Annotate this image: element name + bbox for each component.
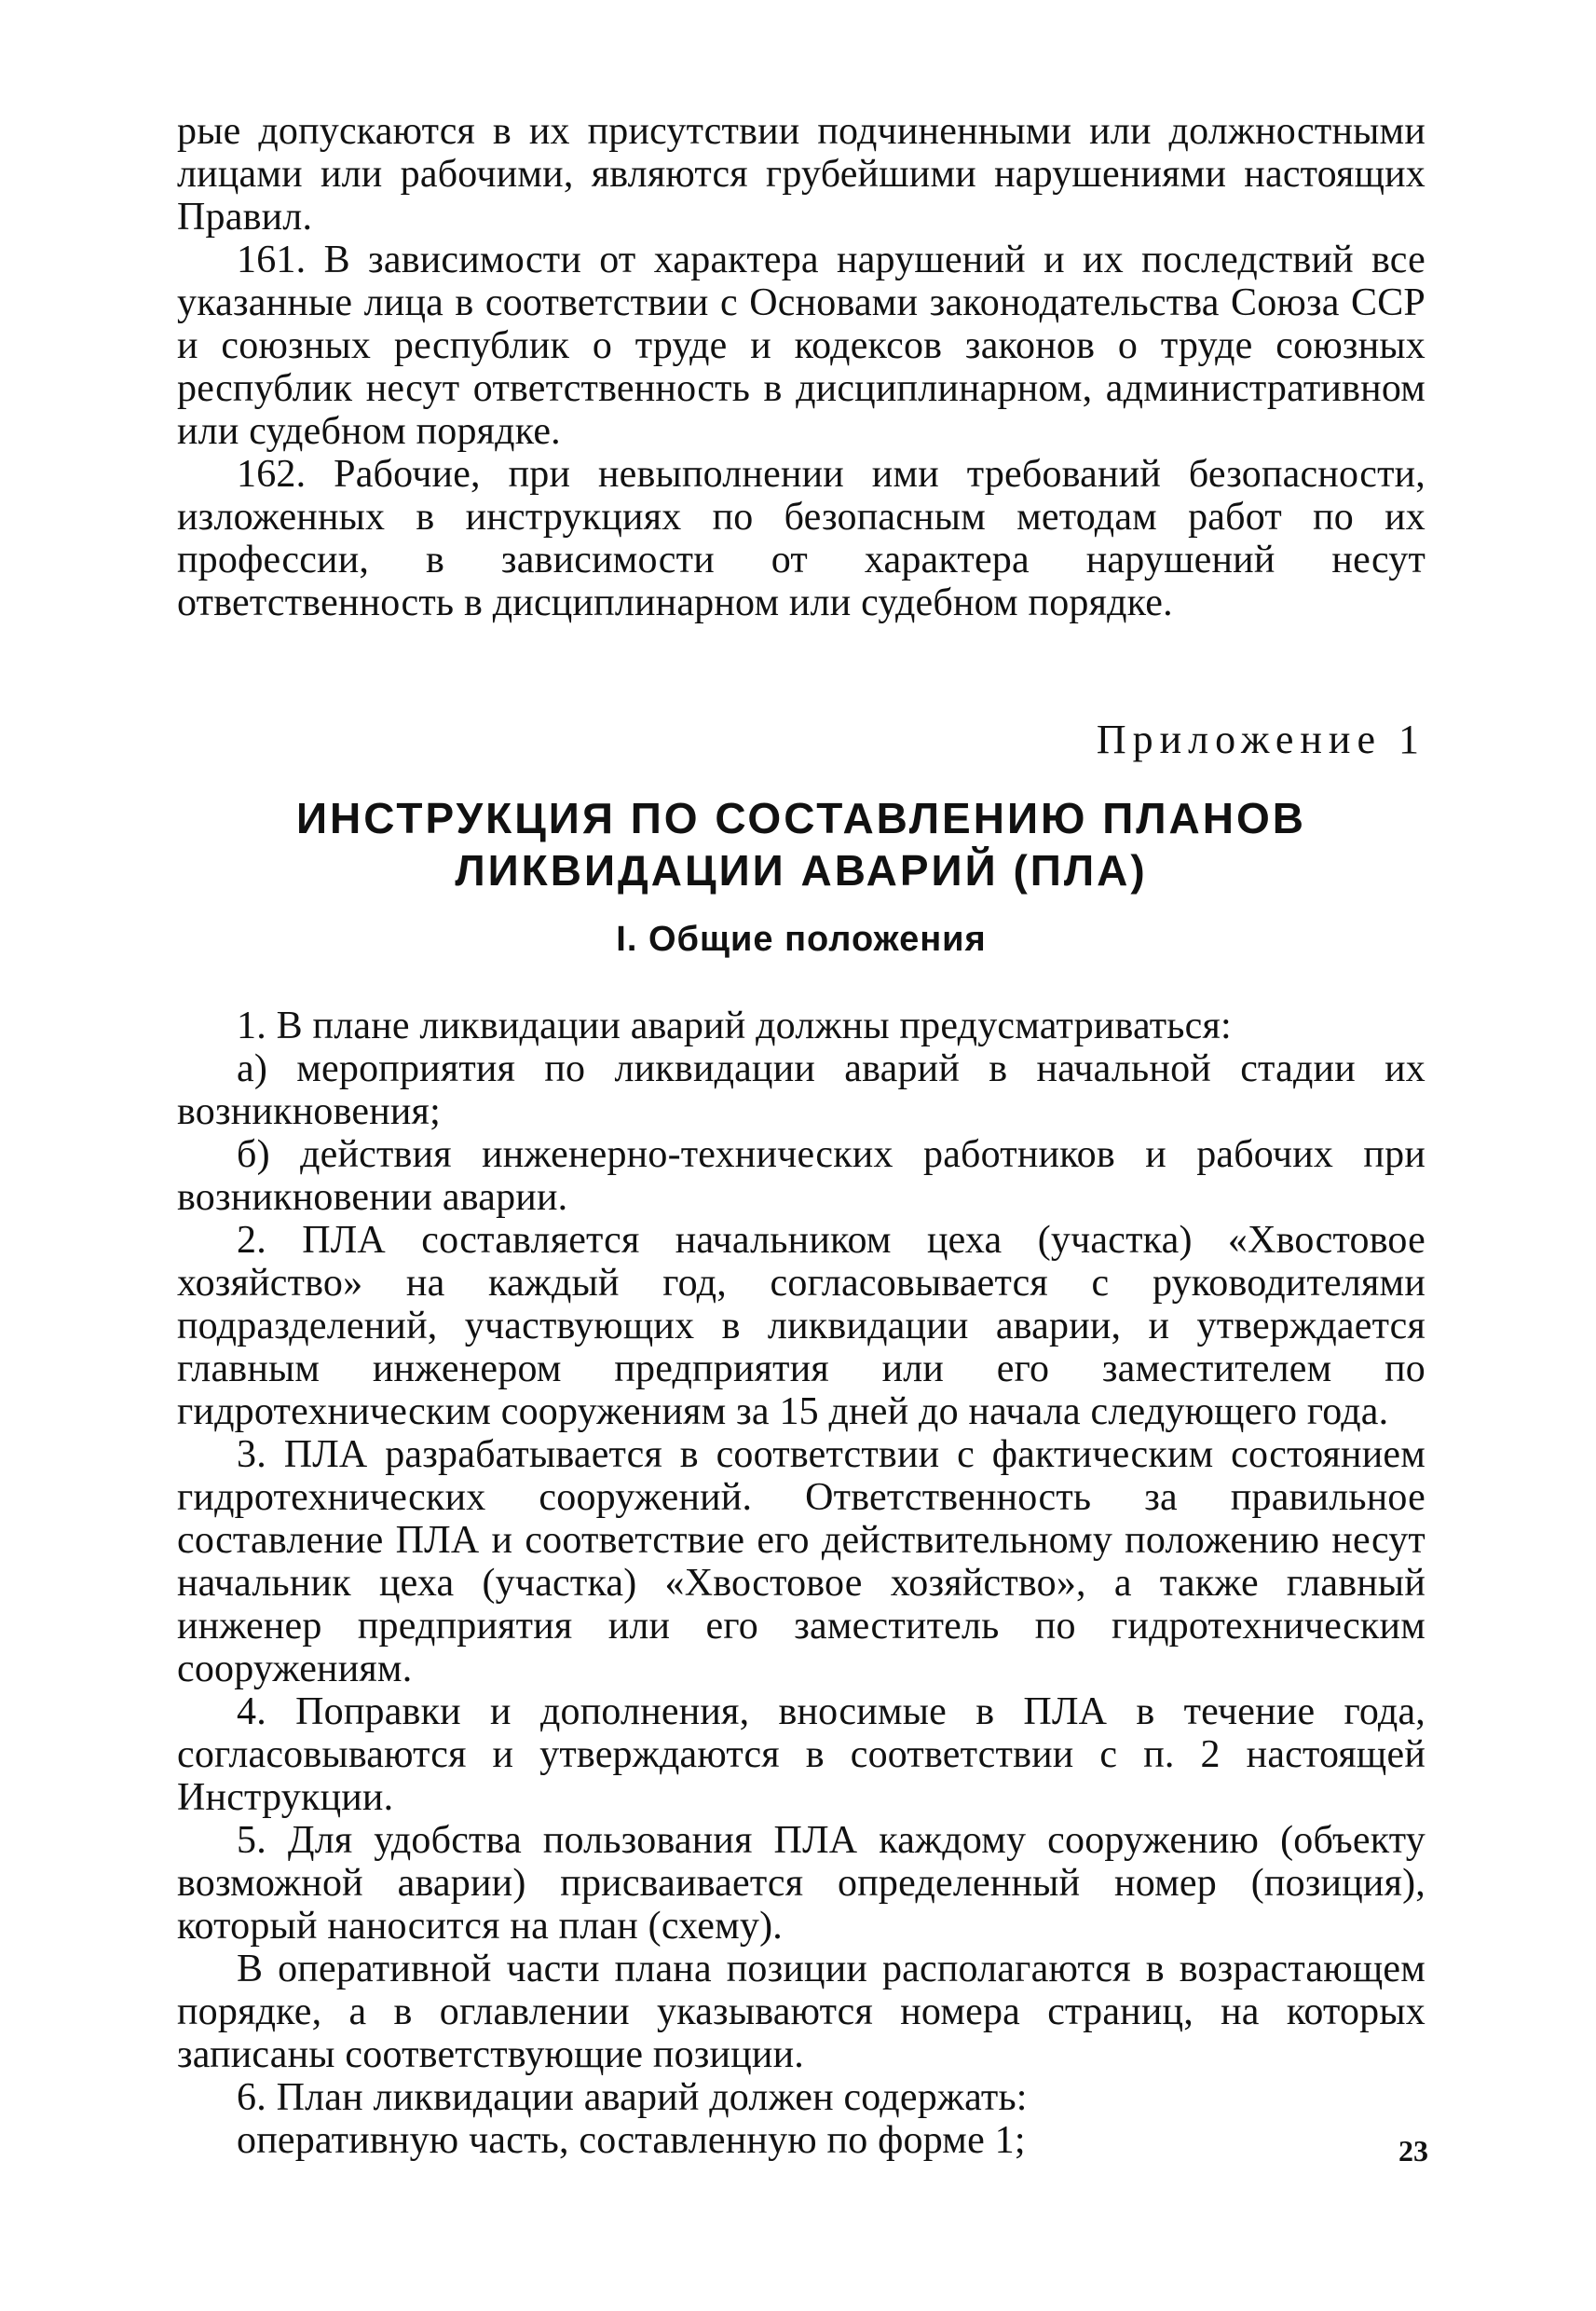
section-body [177, 1005, 1425, 2162]
item-1b: б) действия инженерно-технических работников и рабочих при возникновении аварии. [177, 1133, 1425, 1219]
section-heading: I. Общие положения [616, 920, 987, 959]
paragraph-continuation: рые допускаются в их присутствии подчиненными или должностными лицами или рабочими, являются грубейшими нарушениями настоящих Правил. [177, 110, 1425, 239]
item-2: 2. ПЛА составляется начальником цеха (участка) «Хвостовое хозяйство» на каждый год, согласовывается с руководителями подразделений, участвующих в ликвидации аварии, и утверждается главным инженером предприятия или его заместителем по гидротехническим сооружениям за 15 дней до начала следующего года. [177, 1219, 1425, 1433]
item-4: 4. Поправки и дополнения, вносимые в ПЛА в течение года, согласовываются и утверждаются в соответствии с п. 2 настоящей Инструкции. [177, 1690, 1425, 1819]
title-line-1: ИНСТРУКЦИЯ ПО СОСТАВЛЕНИЮ ПЛАНОВ [295, 794, 1306, 842]
item-5: 5. Для удобства пользования ПЛА каждому сооружению (объекту возможной аварии) присваивается определенный номер (позиция), который наносится на план (схему). [177, 1819, 1425, 1948]
top-text-block [177, 110, 1425, 624]
item-5b: В оперативной части плана позиции располагаются в возрастающем порядке, а в оглавлении указываются номера страниц, на которых записаны соответствующие позиции. [177, 1948, 1425, 2076]
page-number: 23 [1398, 2134, 1428, 2167]
appendix-label: Приложение 1 [1096, 717, 1425, 762]
item-3: 3. ПЛА разрабатывается в соответствии с фактическим состоянием гидротехнических сооружений. Ответственность за правильное составление ПЛА и соответствие его действительному положению несут начальник цеха (участка) «Хвостовое хозяйство», а также главный инженер предприятия или его заместитель по гидротехническим сооружениям. [177, 1433, 1425, 1690]
title-line-2: ЛИКВИДАЦИИ АВАРИЙ (ПЛА) [455, 846, 1148, 895]
paragraph-161: 161. В зависимости от характера нарушений и их последствий все указанные лица в соответствии с Основами законодательства Союза ССР и союзных республик о труде и кодексов законов о труде союзных республик несут ответственность в дисциплинарном, административном или судебном порядке. [177, 239, 1425, 453]
item-1a: а) мероприятия по ликвидации аварий в начальной стадии их возникновения; [177, 1047, 1425, 1133]
paragraph-162: 162. Рабочие, при невыполнении ими требований безопасности, изложенных в инструкциях по безопасным методам работ по их профессии, в зависимости от характера нарушений несут ответственность в дисциплинарном или судебном порядке. [177, 453, 1425, 624]
item-1: 1. В плане ликвидации аварий должны предусматриваться: [237, 1005, 1232, 1047]
item-6a: оперативную часть, составленную по форме 1; [237, 2119, 1026, 2162]
item-6: 6. План ликвидации аварий должен содержать: [237, 2076, 1028, 2119]
document-title [177, 792, 1425, 896]
